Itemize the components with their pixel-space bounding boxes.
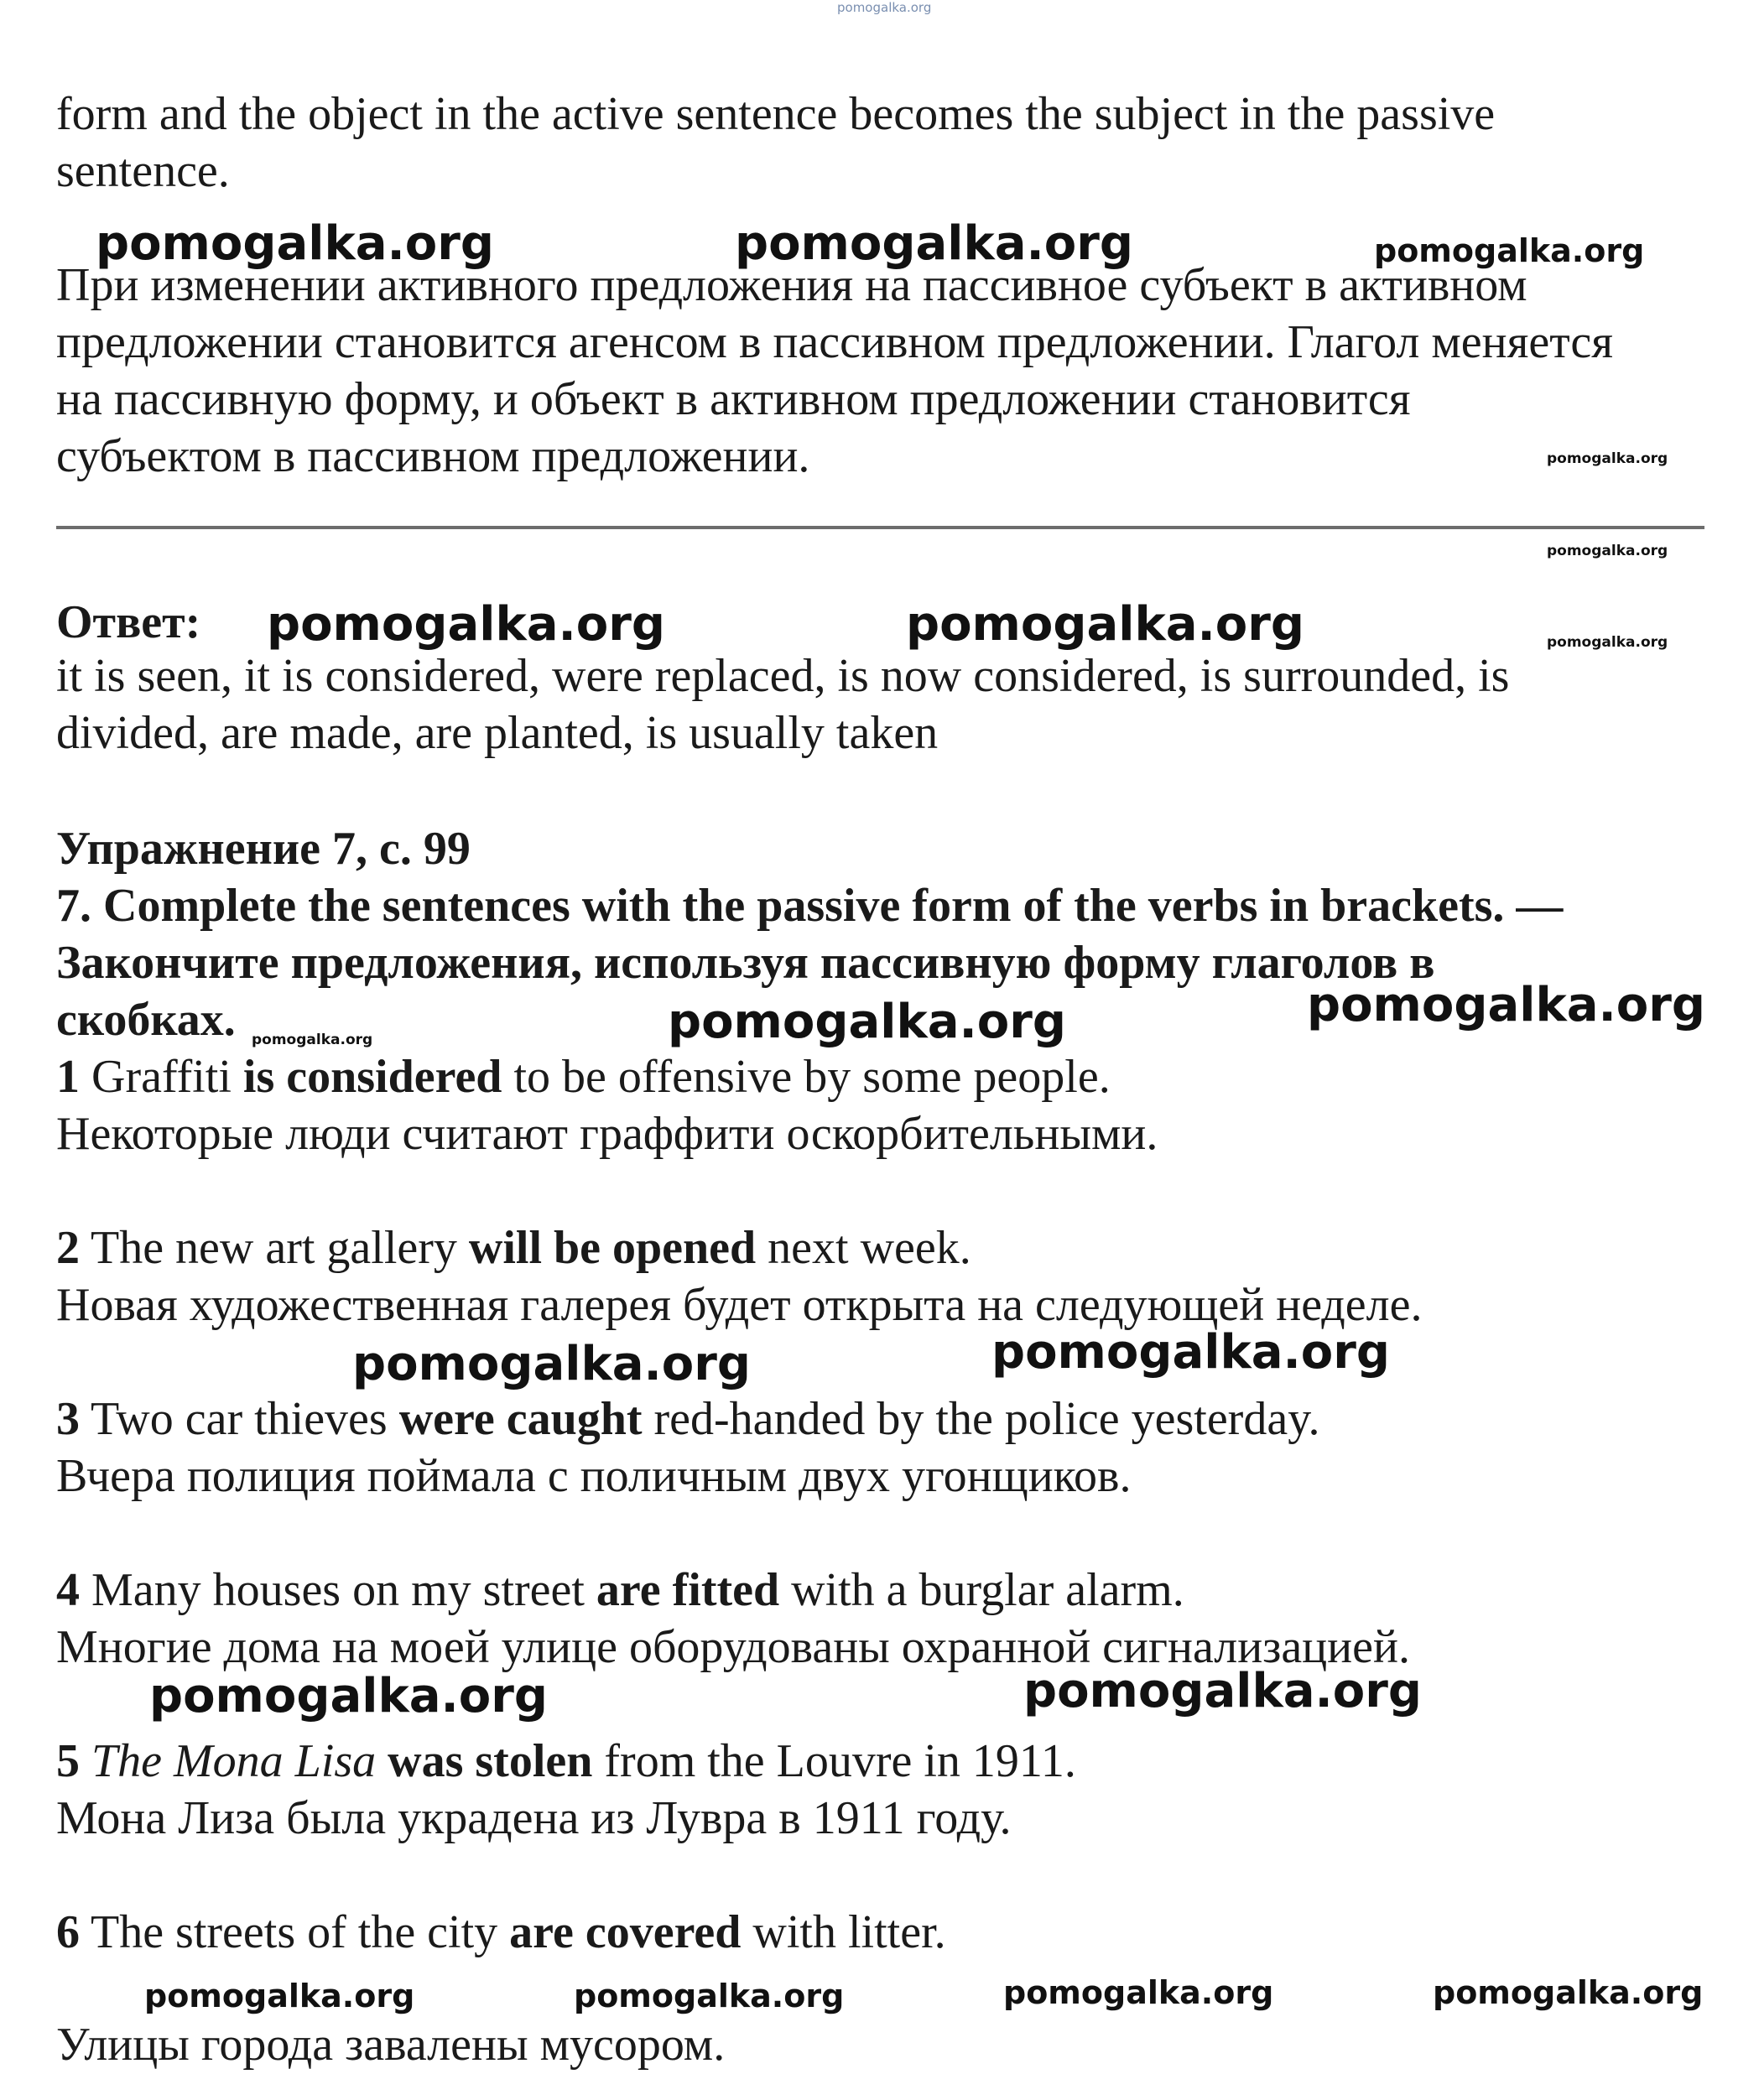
intro-en-line1: form and the object in the active sentence becomes the subject in the passive [56, 88, 1496, 140]
item-number: 2 [56, 1222, 80, 1274]
watermark: pomogalka.org [735, 216, 1133, 271]
watermark: pomogalka.org [1307, 978, 1705, 1032]
task-line2: Закончите предложения, используя пассивную форму глаголов в [56, 937, 1435, 989]
watermark: pomogalka.org [906, 597, 1304, 652]
item-text: with a burglar alarm. [779, 1564, 1184, 1616]
task-line3: скобках. [56, 994, 236, 1046]
watermark-top: pomogalka.org [837, 0, 932, 15]
item-text: The new art gallery [80, 1222, 469, 1274]
item-1-ru: Некоторые люди считают граффити оскорбительными. [56, 1108, 1158, 1160]
item-6-en [56, 1904, 946, 1961]
item-2-ru: Новая художественная галерея будет открыта на следующей неделе. [56, 1279, 1423, 1331]
watermark: pomogalka.org [1547, 450, 1668, 467]
item-text [80, 1735, 91, 1787]
watermark: pomogalka.org [149, 1669, 548, 1723]
watermark: pomogalka.org [991, 1325, 1390, 1380]
item-verb: is considered [242, 1051, 502, 1103]
item-text: Many houses on my street [80, 1564, 596, 1616]
item-4-en [56, 1562, 1184, 1619]
watermark: pomogalka.org [1547, 634, 1668, 651]
watermark: pomogalka.org [574, 1978, 845, 2014]
item-5-ru: Мона Лиза была украдена из Лувра в 1911 году. [56, 1792, 1012, 1844]
intro-ru-line4: субъектом в пассивном предложении. [56, 430, 810, 482]
watermark: pomogalka.org [1003, 1974, 1274, 2011]
item-2-en [56, 1219, 971, 1276]
divider [56, 526, 1704, 529]
item-1-en [56, 1048, 1111, 1105]
item-number: 6 [56, 1906, 80, 1958]
watermark: pomogalka.org [1374, 232, 1645, 269]
item-3-ru: Вчера полиция поймала с поличным двух угонщиков. [56, 1450, 1132, 1502]
watermark: pomogalka.org [352, 1337, 751, 1391]
item-3-en [56, 1390, 1320, 1448]
task-line1: 7. Complete the sentences with the passive form of the verbs in brackets. — [56, 880, 1564, 932]
item-title: The Mona Lisa [91, 1735, 377, 1787]
intro-ru-line2: предложении становится агенсом в пассивном предложении. Глагол меняется [56, 316, 1613, 368]
watermark: pomogalka.org [668, 995, 1066, 1049]
item-text: with litter. [741, 1906, 946, 1958]
intro-ru-line1: При изменении активного предложения на пассивное субъект в активном [56, 259, 1527, 311]
item-number: 5 [56, 1735, 80, 1787]
item-verb: are covered [509, 1906, 742, 1958]
item-number: 3 [56, 1393, 80, 1445]
watermark: pomogalka.org [1433, 1974, 1704, 2011]
item-4-ru: Многие дома на моей улице оборудованы охранной сигнализацией. [56, 1621, 1410, 1673]
answer-line2: divided, are made, are planted, is usually taken [56, 707, 939, 759]
item-text [376, 1735, 388, 1787]
watermark: pomogalka.org [252, 1032, 373, 1048]
watermark: pomogalka.org [1023, 1664, 1422, 1718]
item-verb: was stolen [388, 1735, 593, 1787]
answer-line1: it is seen, it is considered, were replaced, is now considered, is surrounded, is [56, 650, 1510, 702]
item-verb: were caught [398, 1393, 643, 1445]
item-text: Graffiti [80, 1051, 243, 1103]
item-text: red-handed by the police yesterday. [642, 1393, 1320, 1445]
intro-en-line2: sentence. [56, 145, 230, 197]
watermark: pomogalka.org [267, 597, 665, 652]
exercise-heading: Упражнение 7, с. 99 [56, 823, 471, 875]
item-number: 4 [56, 1564, 80, 1616]
intro-ru-line3: на пассивную форму, и объект в активном предложении становится [56, 373, 1411, 425]
watermark: pomogalka.org [96, 216, 494, 271]
item-verb: are fitted [596, 1564, 780, 1616]
item-5-en [56, 1733, 1076, 1790]
watermark: pomogalka.org [144, 1978, 415, 2014]
item-number: 1 [56, 1051, 80, 1103]
watermark: pomogalka.org [1547, 543, 1668, 559]
item-6-ru: Улицы города завалены мусором. [56, 2019, 726, 2071]
item-text: to be offensive by some people. [502, 1051, 1111, 1103]
item-text: from the Louvre in 1911. [592, 1735, 1076, 1787]
item-text: The streets of the city [80, 1906, 510, 1958]
item-text: Two car thieves [80, 1393, 399, 1445]
item-verb: will be opened [468, 1222, 757, 1274]
answer-label: Ответ: [56, 596, 201, 648]
item-text: next week. [756, 1222, 971, 1274]
